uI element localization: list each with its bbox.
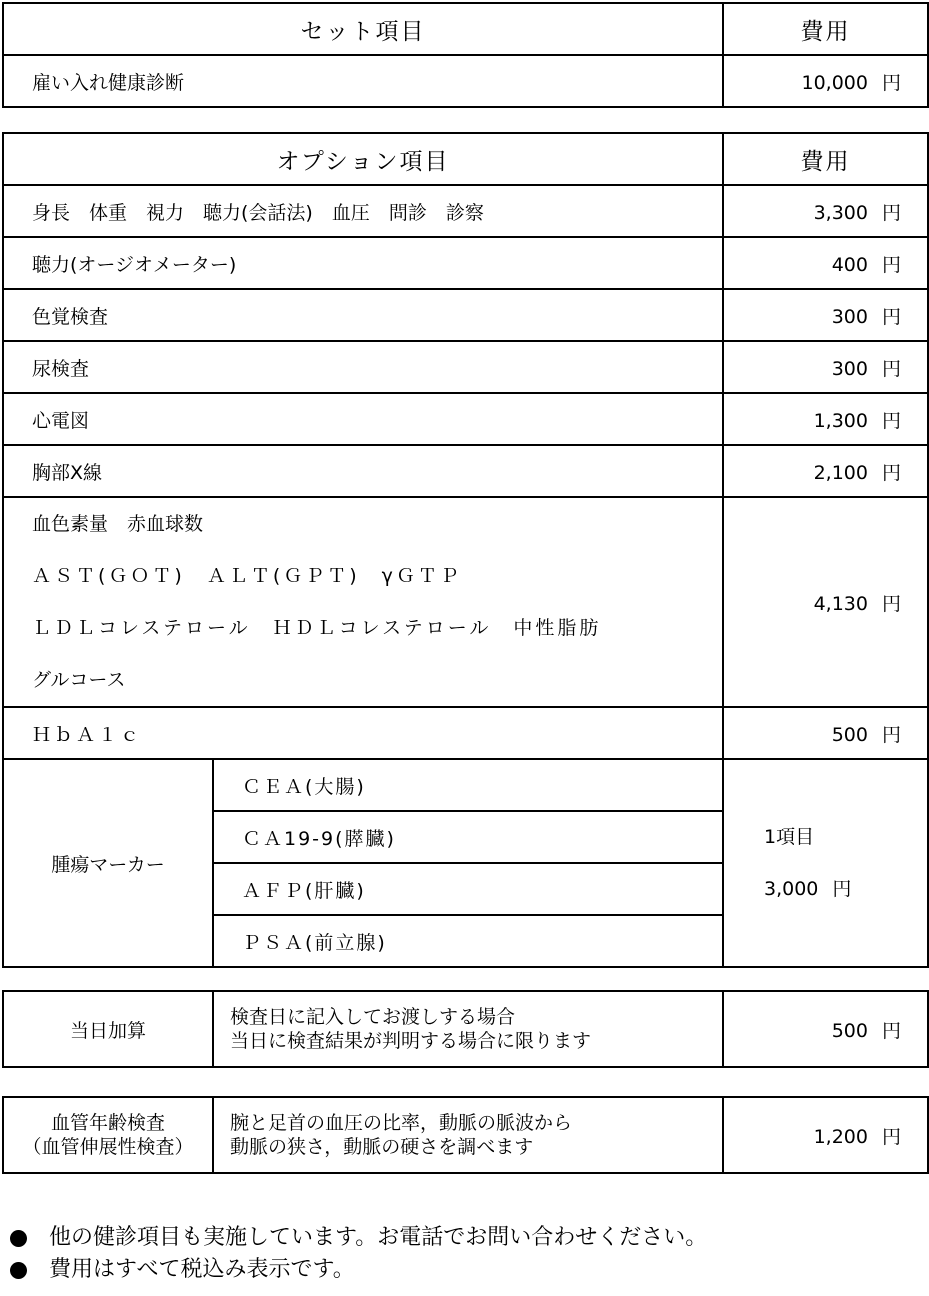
fee-unit: 円 bbox=[881, 253, 901, 276]
desc-line: 動脈の狭さ，動脈の硬さを調べます bbox=[230, 1136, 534, 1158]
fee-unit: 円 bbox=[881, 592, 901, 615]
vascular-fee bbox=[723, 1097, 928, 1173]
option-item-fee bbox=[723, 185, 928, 237]
table-row bbox=[3, 289, 928, 341]
fee-unit: 円 bbox=[832, 878, 852, 900]
option-item-fee bbox=[723, 341, 928, 393]
vascular-table bbox=[2, 1096, 929, 1174]
fee-value: 500 bbox=[831, 723, 868, 746]
set-items-table bbox=[2, 2, 929, 108]
same-day-fee bbox=[723, 991, 928, 1067]
fee-value: 3,300 bbox=[813, 201, 868, 224]
set-header-item: セット項目 bbox=[3, 3, 723, 55]
blood-test-fee bbox=[723, 497, 928, 707]
option-item-name: 色覚検査 bbox=[3, 289, 723, 341]
fee-value: 10,000 bbox=[801, 71, 868, 94]
option-item-fee bbox=[723, 445, 928, 497]
vascular-label bbox=[3, 1097, 213, 1173]
desc-line: 腕と足首の血圧の比率，動脈の脈波から bbox=[230, 1112, 573, 1134]
desc-line: 当日に検査結果が判明する場合に限ります bbox=[230, 1030, 592, 1052]
fee-unit: 円 bbox=[881, 461, 901, 484]
blood-test-row bbox=[3, 497, 928, 707]
option-header-fee: 費用 bbox=[723, 133, 928, 185]
fee-unit: 円 bbox=[881, 201, 901, 224]
tumor-row bbox=[3, 759, 928, 811]
same-day-table bbox=[2, 990, 929, 1068]
option-item-fee bbox=[723, 289, 928, 341]
table-row bbox=[3, 55, 928, 107]
label-line: 血管年齢検査 bbox=[50, 1112, 165, 1134]
tumor-marker-item: ＡＦＰ(肝臓) bbox=[213, 863, 723, 915]
tumor-marker-item: ＰＳＡ(前立腺) bbox=[213, 915, 723, 967]
blood-line: グルコース bbox=[32, 669, 126, 691]
fee-unit: 円 bbox=[881, 71, 901, 94]
fee-value: 300 bbox=[831, 357, 868, 380]
label-line: （血管伸展性検査） bbox=[22, 1136, 194, 1158]
fee-value: 1,300 bbox=[813, 409, 868, 432]
blood-line: ＡＳＴ(ＧＯＴ) ＡＬＴ(ＧＰＴ) γＧＴＰ bbox=[32, 565, 462, 587]
option-item-name: 聴力(オージオメーター) bbox=[3, 237, 723, 289]
table-row bbox=[3, 991, 928, 1067]
fee-unit: 円 bbox=[881, 305, 901, 328]
table-row bbox=[3, 341, 928, 393]
option-item-name: 心電図 bbox=[3, 393, 723, 445]
fee-value: 500 bbox=[831, 1019, 868, 1042]
bullet-icon bbox=[10, 1230, 27, 1247]
table-row bbox=[3, 707, 928, 759]
tumor-marker-item: ＣＡ19-9(膵臓) bbox=[213, 811, 723, 863]
note-item bbox=[10, 1222, 707, 1254]
note-item bbox=[10, 1254, 707, 1286]
desc-line: 検査日に記入してお渡しする場合 bbox=[230, 1006, 516, 1028]
tumor-marker-fee bbox=[723, 759, 928, 967]
same-day-desc bbox=[213, 991, 723, 1067]
fee-unit: 円 bbox=[881, 1019, 901, 1042]
blood-line: 血色素量 赤血球数 bbox=[32, 513, 204, 535]
option-header-item: オプション項目 bbox=[3, 133, 723, 185]
table-row bbox=[3, 1097, 928, 1173]
notes bbox=[10, 1222, 707, 1286]
hba1c-item: ＨｂＡ１ｃ bbox=[3, 707, 723, 759]
fee-label: 1項目 bbox=[764, 826, 815, 848]
set-item-name: 雇い入れ健康診断 bbox=[3, 55, 723, 107]
fee-value: 400 bbox=[831, 253, 868, 276]
fee-value: 4,130 bbox=[813, 592, 868, 615]
fee-amount bbox=[764, 863, 927, 915]
note-text: 他の健診項目も実施しています。お電話でお問い合わせください。 bbox=[49, 1225, 708, 1250]
fee-unit: 円 bbox=[881, 409, 901, 432]
table-row bbox=[3, 185, 928, 237]
fee-unit: 円 bbox=[881, 1125, 901, 1148]
blood-line: ＬＤＬコレステロール ＨＤＬコレステロール 中性脂肪 bbox=[32, 617, 602, 639]
set-header-fee: 費用 bbox=[723, 3, 928, 55]
fee-unit: 円 bbox=[881, 357, 901, 380]
table-row bbox=[3, 393, 928, 445]
fee-value: 1,200 bbox=[813, 1125, 868, 1148]
blood-test-items bbox=[3, 497, 723, 707]
tumor-marker-item: ＣＥＡ(大腸) bbox=[213, 759, 723, 811]
set-item-fee bbox=[723, 55, 928, 107]
option-item-fee bbox=[723, 237, 928, 289]
bullet-icon bbox=[10, 1262, 27, 1279]
same-day-label: 当日加算 bbox=[3, 991, 213, 1067]
option-item-name: 胸部X線 bbox=[3, 445, 723, 497]
note-text: 費用はすべて税込み表示です。 bbox=[49, 1257, 355, 1282]
table-row bbox=[3, 445, 928, 497]
tumor-marker-label: 腫瘍マーカー bbox=[3, 759, 213, 967]
fee-unit: 円 bbox=[881, 723, 901, 746]
vascular-desc bbox=[213, 1097, 723, 1173]
fee-value: 2,100 bbox=[813, 461, 868, 484]
fee-value: 3,000 bbox=[764, 878, 819, 900]
option-items-table bbox=[2, 132, 929, 968]
table-row bbox=[3, 237, 928, 289]
option-item-fee bbox=[723, 393, 928, 445]
fee-value: 300 bbox=[831, 305, 868, 328]
hba1c-fee bbox=[723, 707, 928, 759]
option-item-name: 尿検査 bbox=[3, 341, 723, 393]
option-item-name: 身長 体重 視力 聴力(会話法) 血圧 問診 診察 bbox=[3, 185, 723, 237]
